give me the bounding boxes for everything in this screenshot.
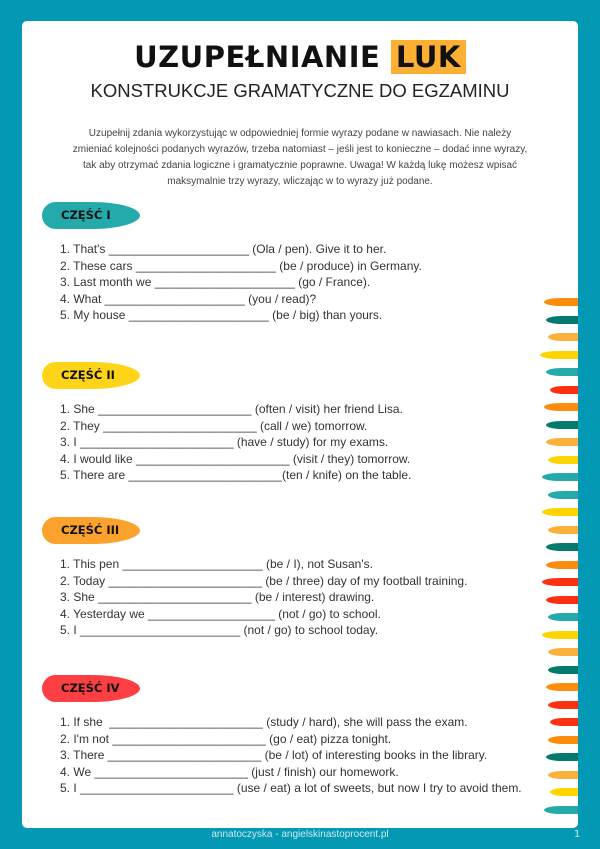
- exercise-item: 1. If she _______________________ (study / hard), she will pass the exam.: [60, 715, 468, 729]
- exercise-item: 1. That's _____________________ (Ola / pen). Give it to her.: [60, 242, 387, 256]
- stripe: [548, 333, 578, 341]
- title-highlight: LUK: [391, 40, 466, 74]
- exercise-item: 5. I _______________________ (use / eat) a lot of sweets, but now I try to avoid them.: [60, 781, 522, 796]
- stripe: [546, 753, 578, 761]
- exercise-item: 4. Yesterday we ___________________ (not / go) to school.: [60, 606, 381, 621]
- exercise-list: [60, 401, 411, 484]
- stripe: [548, 648, 578, 656]
- stripe: [546, 368, 578, 376]
- stripe: [546, 421, 578, 429]
- exercise-item: 4. I would like _______________________ (visit / they) tomorrow.: [60, 451, 411, 466]
- stripe: [548, 491, 578, 499]
- stripe: [542, 508, 578, 516]
- exercise-item: 5. My house _____________________ (be / big) than yours.: [60, 308, 383, 323]
- instructions: Uzupełnij zdania wykorzystując w odpowiedniej formie wyrazy podane w nawiasach. Nie należy zmieniać kolejności podanych wyrazów, trzeba natomiast – jeśli jest to konieczne – dodać inne wyrazy, tak aby otrzymać zdania logiczne i gramatycznie poprawne. Uwaga! W każdą lukę możesz wpisać maksymalnie trzy wyrazy, wliczając w to wyrazy już podane.: [72, 128, 528, 187]
- stripe: [548, 526, 578, 534]
- stripe: [546, 438, 578, 446]
- title-main: UZUPEŁNIANIE: [134, 40, 381, 74]
- stripe: [546, 683, 578, 691]
- stripe: [546, 596, 578, 604]
- exercise-item: 2. These cars _____________________ (be / produce) in Germany.: [60, 258, 422, 273]
- exercise-item: 2. Today _______________________ (be / three) day of my football training.: [60, 573, 468, 588]
- stripe: [548, 456, 578, 464]
- exercise-item: 3. I _______________________ (have / study) for my exams.: [60, 435, 389, 450]
- stripe: [544, 806, 578, 814]
- page-title: [0, 40, 600, 74]
- exercise-item: 2. I'm not _______________________ (go / eat) pizza tonight.: [60, 731, 392, 746]
- exercise-item: 4. What _____________________ (you / read)?: [60, 291, 317, 306]
- stripe: [548, 771, 578, 779]
- page-subtitle: KONSTRUKCJE GRAMATYCZNE DO EGZAMINU: [90, 80, 510, 101]
- exercise-list: [60, 241, 422, 324]
- exercise-list: [60, 556, 467, 639]
- stripe: [546, 316, 578, 324]
- stripe: [546, 561, 578, 569]
- stripe: [546, 543, 578, 551]
- stripe: [542, 578, 578, 586]
- exercise-item: 3. There _______________________ (be / lot) of interesting books in the library.: [60, 748, 488, 763]
- page-number: 1: [574, 829, 581, 840]
- exercise-item: 4. We _______________________ (just / finish) our homework.: [60, 764, 399, 779]
- stripe: [548, 736, 578, 744]
- stripe: [548, 613, 578, 621]
- exercise-list: [60, 714, 522, 797]
- exercise-item: 5. There are _______________________(ten / knife) on the table.: [60, 468, 412, 483]
- exercise-item: 3. She _______________________ (be / interest) drawing.: [60, 590, 375, 605]
- stripe: [542, 631, 578, 639]
- stripe: [544, 403, 578, 411]
- stripe: [544, 298, 578, 306]
- footer-credit: annatoczyska - angielskinastoprocent.pl: [211, 829, 389, 840]
- section-badge: CZĘŚĆ IV: [42, 675, 140, 702]
- exercise-item: 3. Last month we _____________________ (go / France).: [60, 275, 371, 290]
- stripe: [550, 718, 578, 726]
- exercise-item: 5. I ________________________ (not / go) to school today.: [60, 623, 379, 638]
- stripe: [548, 666, 578, 674]
- exercise-item: 2. They _______________________ (call / we) tomorrow.: [60, 418, 368, 433]
- section-badge: CZĘŚĆ I: [42, 202, 140, 229]
- section-badge: CZĘŚĆ II: [42, 362, 140, 389]
- exercise-item: 1. She _______________________ (often / visit) her friend Lisa.: [60, 402, 403, 416]
- stripe: [550, 788, 578, 796]
- stripe: [540, 351, 578, 359]
- stripe: [542, 473, 578, 481]
- stripe: [550, 386, 578, 394]
- stripe: [548, 701, 578, 709]
- exercise-item: 1. This pen _____________________ (be / I), not Susan's.: [60, 557, 373, 571]
- section-badge: CZĘŚĆ III: [42, 517, 140, 544]
